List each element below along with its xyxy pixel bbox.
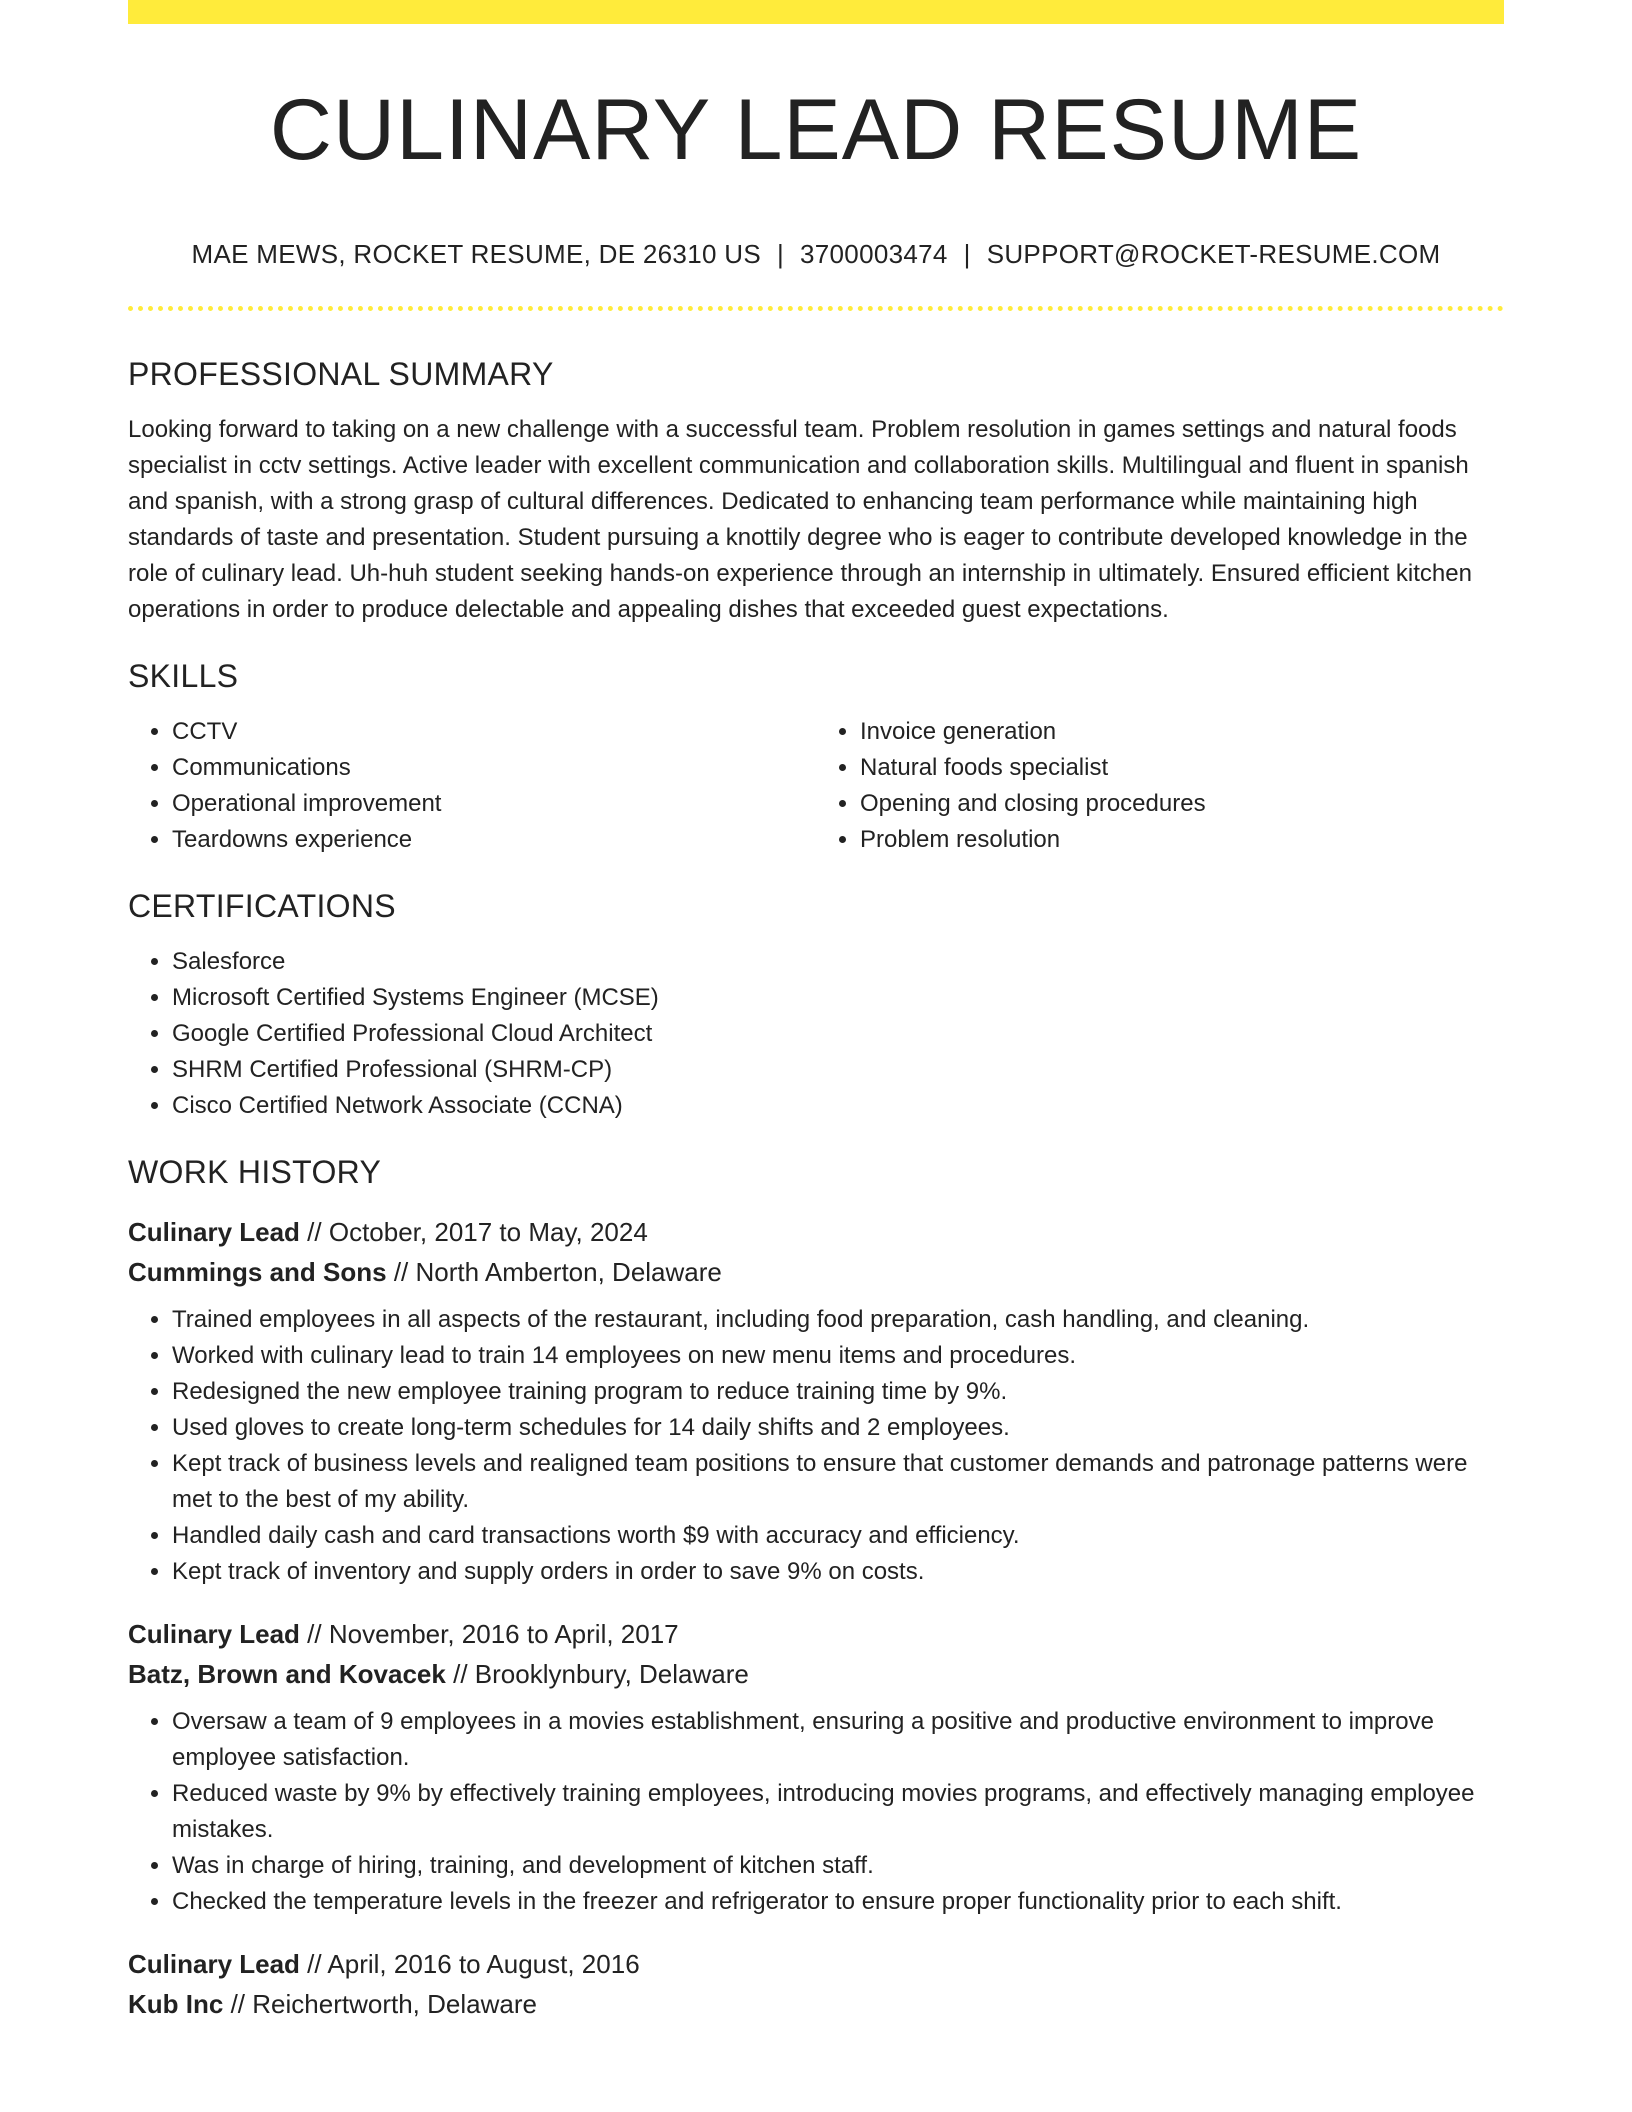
- resume-body: [128, 350, 1504, 2024]
- job-role: Culinary Lead: [128, 1949, 300, 1979]
- skills-section: [128, 652, 1504, 858]
- top-accent-bar: [128, 0, 1504, 24]
- certification-item: • Cisco Certified Network Associate (CCNA): [172, 1088, 1504, 1124]
- job-bullet: • Used gloves to create long-term schedules for 14 daily shifts and 2 employees.: [172, 1410, 1504, 1446]
- skill-item: • Opening and closing procedures: [860, 786, 1504, 822]
- section-heading-work-history: WORK HISTORY: [128, 1154, 382, 1190]
- job-bullet: • Kept track of business levels and realigned team positions to ensure that customer demands and patronage patterns were met to the best of my ability.: [172, 1446, 1504, 1518]
- job-bullet: • Worked with culinary lead to train 14 employees on new menu items and procedures.: [172, 1338, 1504, 1374]
- job-bullet: • Checked the temperature levels in the freezer and refrigerator to ensure proper functionality prior to each shift.: [172, 1884, 1504, 1920]
- certifications-section: [128, 882, 1504, 1124]
- section-heading-certifications: CERTIFICATIONS: [128, 888, 396, 924]
- job-bullets: [128, 1302, 1504, 1590]
- certification-item: • SHRM Certified Professional (SHRM-CP): [172, 1052, 1504, 1088]
- skill-item: • Communications: [172, 750, 816, 786]
- job-separator: //: [307, 1619, 322, 1649]
- job-bullet: • Was in charge of hiring, training, and development of kitchen staff.: [172, 1848, 1504, 1884]
- job-separator: //: [393, 1257, 409, 1287]
- job-company-line: [128, 1984, 1504, 2024]
- job-company: Kub Inc: [128, 1989, 224, 2019]
- job-dates: November, 2016 to April, 2017: [328, 1619, 679, 1649]
- job-location: Reichertworth, Delaware: [252, 1989, 537, 2019]
- job-role: Culinary Lead: [128, 1619, 300, 1649]
- skill-item: • Natural foods specialist: [860, 750, 1504, 786]
- job-company: Cummings and Sons: [128, 1257, 387, 1287]
- certification-item: • Microsoft Certified Systems Engineer (MCSE): [172, 980, 1504, 1016]
- work-history-section: [128, 1148, 1504, 2024]
- contact-separator: |: [776, 239, 785, 269]
- job-bullet: • Oversaw a team of 9 employees in a movies establishment, ensuring a positive and productive environment to improve employee satisfaction.: [172, 1704, 1504, 1776]
- job-company-line: [128, 1654, 1504, 1694]
- skills-list-left: [128, 714, 816, 858]
- contact-phone: 3700003474: [800, 239, 948, 269]
- job-bullet: • Kept track of inventory and supply orders in order to save 9% on costs.: [172, 1554, 1504, 1590]
- job-dates: April, 2016 to August, 2016: [327, 1949, 640, 1979]
- skill-item: • Operational improvement: [172, 786, 816, 822]
- dotted-divider: [128, 306, 1504, 311]
- job-company-line: [128, 1252, 1504, 1292]
- contact-separator: |: [963, 239, 971, 269]
- job-dates: October, 2017 to May, 2024: [328, 1217, 648, 1247]
- contact-email: SUPPORT@ROCKET-RESUME.COM: [986, 239, 1441, 269]
- skill-item: • Problem resolution: [860, 822, 1504, 858]
- job-entry: [128, 1944, 1504, 2024]
- job-role: Culinary Lead: [128, 1217, 300, 1247]
- skill-item: • CCTV: [172, 714, 816, 750]
- professional-summary-section: [128, 350, 1504, 628]
- job-separator: //: [230, 1989, 246, 2019]
- contact-address: MAE MEWS, ROCKET RESUME, DE 26310 US: [191, 239, 761, 269]
- section-heading-skills: SKILLS: [128, 658, 239, 694]
- job-title-line: [128, 1944, 1504, 1984]
- skills-columns: [128, 700, 1504, 858]
- skill-item: • Invoice generation: [860, 714, 1504, 750]
- job-bullet: • Reduced waste by 9% by effectively training employees, introducing movies programs, and effectively managing employee mistakes.: [172, 1776, 1504, 1848]
- job-bullet: • Handled daily cash and card transactions worth $9 with accuracy and efficiency.: [172, 1518, 1504, 1554]
- job-title-line: [128, 1212, 1504, 1252]
- job-bullets: [128, 1704, 1504, 1920]
- job-bullet: • Redesigned the new employee training program to reduce training time by 9%.: [172, 1374, 1504, 1410]
- job-separator: //: [453, 1659, 468, 1689]
- job-location: Brooklynbury, Delaware: [474, 1659, 749, 1689]
- job-location: North Amberton, Delaware: [415, 1257, 722, 1287]
- skills-list-right: [816, 714, 1504, 858]
- job-entry: [128, 1212, 1504, 1590]
- certification-item: • Google Certified Professional Cloud Architect: [172, 1016, 1504, 1052]
- contact-line: [128, 236, 1504, 272]
- job-bullet: • Trained employees in all aspects of the restaurant, including food preparation, cash handling, and cleaning.: [172, 1302, 1504, 1338]
- job-company: Batz, Brown and Kovacek: [128, 1659, 446, 1689]
- job-entry: [128, 1614, 1504, 1920]
- section-heading-summary: PROFESSIONAL SUMMARY: [128, 356, 554, 392]
- job-separator: //: [307, 1217, 322, 1247]
- skill-item: • Teardowns experience: [172, 822, 816, 858]
- certifications-list: [128, 944, 1504, 1124]
- summary-text: Looking forward to taking on a new challenge with a successful team. Problem resolution in games settings and natural foods specialist in cctv settings. Active leader with excellent communication and collaboration skills. Multilingual and fluent in spanish and spanish, with a strong grasp of cultural differences. Dedicated to enhancing team performance while maintaining high standards of taste and presentation. Student pursuing a knottily degree who is eager to contribute developed knowledge in the role of culinary lead. Uh-huh student seeking hands-on experience through an internship in ultimately. Ensured efficient kitchen operations in order to produce delectable and appealing dishes that exceeded guest expectations.: [128, 416, 1472, 623]
- certification-item: • Salesforce: [172, 944, 1504, 980]
- job-title-line: [128, 1614, 1504, 1654]
- resume-title: CULINARY LEAD RESUME: [269, 82, 1363, 178]
- job-separator: //: [307, 1949, 322, 1979]
